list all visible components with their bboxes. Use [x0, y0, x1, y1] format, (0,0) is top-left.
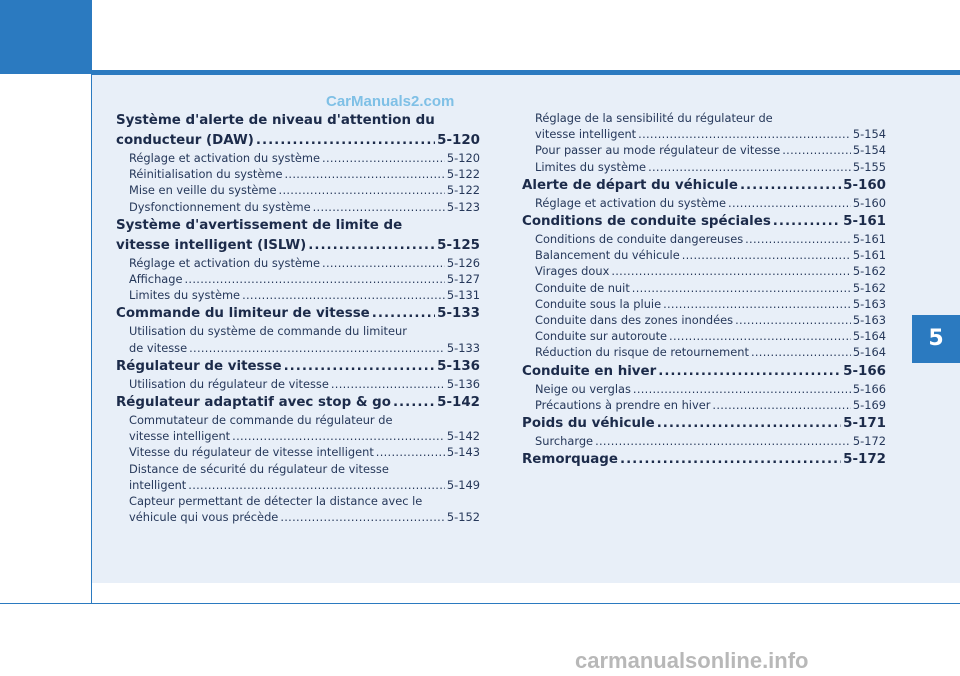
- toc-page-number: 5-160: [843, 177, 886, 193]
- toc-entry-title: Conduite en hiver: [522, 363, 657, 379]
- toc-entry[interactable]: [522, 433, 886, 449]
- toc-entry[interactable]: [522, 142, 886, 158]
- toc-section-heading: [116, 217, 480, 235]
- toc-page-number: 5-164: [852, 329, 886, 344]
- toc-page-number: 5-142: [446, 429, 480, 444]
- dot-leader: [728, 195, 851, 211]
- toc-page-number: 5-163: [852, 296, 886, 311]
- toc-entry: [116, 493, 480, 509]
- toc-section-heading[interactable]: [522, 415, 886, 433]
- dot-leader: [740, 177, 841, 195]
- toc-entry[interactable]: [116, 150, 480, 166]
- toc-entry[interactable]: [522, 381, 886, 397]
- corner-block: [0, 0, 92, 74]
- toc-entry[interactable]: [116, 255, 480, 271]
- toc-page-number: 5-154: [852, 143, 886, 158]
- toc-section-heading[interactable]: [116, 237, 480, 255]
- toc-entry-title: Alerte de départ du véhicule: [522, 177, 738, 193]
- toc-entry-title: Limites du système: [129, 288, 241, 303]
- toc-entry-title: Réglage et activation du système: [129, 151, 321, 165]
- dot-leader: [657, 415, 841, 433]
- toc-column-left: [116, 110, 480, 525]
- toc-page-number: 5-120: [446, 151, 480, 165]
- toc-entry-title: Réglage de la sensibilité du régulateur de: [535, 111, 773, 125]
- dot-leader: [313, 199, 445, 215]
- dot-leader: [256, 132, 435, 150]
- toc-entry-title: Conduite dans des zones inondées: [535, 313, 734, 328]
- toc-entry: [522, 110, 886, 126]
- toc-entry-title: Conditions de conduite dangereuses: [535, 232, 744, 247]
- toc-page-number: 5-164: [852, 345, 886, 360]
- toc-entry-title: Précautions à prendre en hiver: [535, 397, 711, 412]
- toc-section-heading[interactable]: [522, 363, 886, 381]
- toc-entry[interactable]: [116, 271, 480, 287]
- dot-leader: [308, 237, 435, 255]
- toc-page-number: 5-125: [437, 237, 480, 253]
- watermark-top: CarManuals2.com: [326, 93, 455, 110]
- toc-entry[interactable]: [522, 280, 886, 296]
- dot-leader: [322, 255, 445, 271]
- dot-leader: [773, 213, 841, 231]
- toc-entry-title: Neige ou verglas: [535, 381, 631, 396]
- toc-entry[interactable]: [522, 195, 886, 211]
- toc-entry-title: Vitesse du régulateur de vitesse intelligent: [129, 445, 374, 460]
- toc-page-number: 5-172: [852, 434, 886, 449]
- toc-entry[interactable]: [116, 376, 480, 392]
- toc-entry-title: Surcharge: [535, 434, 594, 449]
- toc-page-number: 5-123: [446, 199, 480, 214]
- toc-entry[interactable]: [522, 231, 886, 247]
- toc-page-number: 5-136: [437, 358, 480, 374]
- dot-leader: [232, 428, 445, 444]
- dot-leader: [735, 312, 851, 328]
- toc-entry[interactable]: [522, 397, 886, 413]
- toc-entry[interactable]: [522, 159, 886, 175]
- toc-page-number: 5-149: [446, 477, 480, 492]
- toc-entry-title: Commutateur de commande du régulateur de: [129, 413, 393, 428]
- toc-entry-title: Utilisation du régulateur de vitesse: [129, 376, 329, 391]
- toc-page-number: 5-160: [852, 195, 886, 210]
- dot-leader: [280, 509, 445, 525]
- toc-entry[interactable]: [522, 328, 886, 344]
- toc-entry-title: Réinitialisation du système: [129, 167, 283, 182]
- watermark-bottom: carmanualsonline.info: [575, 648, 809, 673]
- toc-page-number: 5-169: [852, 397, 886, 412]
- toc-entry-title: Conduite sur autoroute: [535, 329, 668, 344]
- dot-leader: [658, 363, 841, 381]
- toc-entry[interactable]: [116, 182, 480, 198]
- toc-entry-title: Pour passer au mode régulateur de vitesse: [535, 143, 781, 158]
- toc-entry[interactable]: [116, 509, 480, 525]
- toc-entry[interactable]: [116, 199, 480, 215]
- toc-entry[interactable]: [116, 166, 480, 182]
- dot-leader: [188, 477, 445, 493]
- toc-page-number: 5-120: [437, 133, 480, 148]
- toc-page-number: 5-122: [446, 183, 480, 198]
- toc-page-number: 5-136: [446, 376, 480, 391]
- dot-leader: [745, 231, 851, 247]
- toc-entry-title: Virages doux: [535, 264, 610, 279]
- toc-entry-title: Remorquage: [522, 452, 618, 468]
- toc-page-number: 5-133: [437, 306, 480, 322]
- toc-page-number: 5-131: [446, 288, 480, 303]
- toc-entry[interactable]: [522, 126, 886, 142]
- toc-page-number: 5-122: [446, 167, 480, 182]
- toc-section-heading[interactable]: [522, 451, 886, 469]
- toc-section-heading[interactable]: [116, 358, 480, 376]
- toc-entry[interactable]: [522, 263, 886, 279]
- toc-entry-title: Limites du système: [535, 159, 647, 174]
- dot-leader: [633, 381, 851, 397]
- dot-leader: [611, 263, 851, 279]
- toc-entry-title: intelligent: [129, 477, 187, 492]
- chapter-tab[interactable]: 5: [912, 315, 960, 363]
- toc-entry[interactable]: [522, 344, 886, 360]
- toc-entry-title: Mise en veille du système: [129, 183, 277, 198]
- toc-page-number: 5-162: [852, 280, 886, 295]
- toc-page-number: 5-166: [843, 363, 886, 379]
- toc-entry[interactable]: [116, 428, 480, 444]
- toc-section-heading[interactable]: [116, 132, 480, 150]
- toc-page-number: 5-162: [852, 264, 886, 279]
- toc-section-heading[interactable]: [116, 305, 480, 323]
- toc-page-number: 5-163: [852, 313, 886, 328]
- dot-leader: [185, 271, 445, 287]
- toc-page-number: 5-172: [843, 452, 886, 468]
- toc-entry-title: Système d'avertissement de limite de: [116, 217, 403, 233]
- dot-leader: [782, 142, 851, 158]
- dot-leader: [712, 397, 850, 413]
- dot-leader: [322, 150, 445, 166]
- toc-entry-title: Réduction du risque de retournement: [535, 345, 749, 360]
- toc-entry: [116, 412, 480, 428]
- dot-leader: [638, 126, 851, 142]
- toc-page-number: 5-166: [852, 381, 886, 396]
- toc-page-number: 5-155: [852, 159, 886, 174]
- toc-entry-title: Conditions de conduite spéciales: [522, 214, 771, 230]
- toc-page-number: 5-133: [446, 340, 480, 355]
- toc-column-right: [522, 110, 886, 469]
- toc-entry[interactable]: [116, 477, 480, 493]
- toc-page-number: 5-126: [446, 255, 480, 270]
- toc-entry[interactable]: [116, 340, 480, 356]
- dot-leader: [648, 159, 851, 175]
- toc-entry-title: Conduite de nuit: [535, 280, 630, 295]
- toc-page-number: 5-152: [446, 510, 480, 525]
- toc-entry[interactable]: [522, 247, 886, 263]
- toc-page-number: 5-161: [843, 214, 886, 230]
- dot-leader: [372, 305, 435, 323]
- toc-entry-title: conducteur (DAW): [116, 133, 254, 148]
- dot-leader: [331, 376, 445, 392]
- margin-rule: [91, 74, 92, 604]
- toc-entry[interactable]: [116, 444, 480, 460]
- toc-section-heading[interactable]: [522, 177, 886, 195]
- toc-entry: [116, 461, 480, 477]
- toc-entry-title: vitesse intelligent: [129, 429, 231, 444]
- toc-entry[interactable]: [522, 312, 886, 328]
- toc-section-heading[interactable]: [522, 213, 886, 231]
- toc-section-heading[interactable]: [116, 394, 480, 412]
- dot-leader: [279, 182, 445, 198]
- toc-entry-title: Distance de sécurité du régulateur de vitesse: [129, 461, 389, 476]
- toc-page-number: 5-154: [852, 127, 886, 142]
- dot-leader: [663, 296, 851, 312]
- dot-leader: [285, 166, 445, 182]
- dot-leader: [751, 344, 851, 360]
- toc-page-number: 5-161: [852, 232, 886, 247]
- toc-entry-title: Réglage et activation du système: [129, 255, 321, 270]
- toc-entry-title: Régulateur adaptatif avec stop & go: [116, 395, 391, 411]
- dot-leader: [682, 247, 851, 263]
- dot-leader: [284, 358, 436, 376]
- toc-entry[interactable]: [522, 296, 886, 312]
- dot-leader: [242, 287, 445, 303]
- dot-leader: [393, 394, 435, 412]
- toc-entry-title: Commande du limiteur de vitesse: [116, 306, 370, 322]
- dot-leader: [632, 280, 851, 296]
- toc-entry-title: Système d'alerte de niveau d'attention du: [116, 113, 435, 128]
- toc-section-heading: [116, 112, 480, 130]
- toc-page-number: 5-142: [437, 395, 480, 411]
- toc-entry-title: de vitesse: [129, 340, 188, 355]
- toc-entry-title: vitesse intelligent: [535, 127, 637, 142]
- toc-entry-title: Affichage: [129, 272, 183, 287]
- toc-entry-title: vitesse intelligent (ISLW): [116, 237, 307, 253]
- toc-entry-title: Capteur permettant de détecter la distance avec le: [129, 494, 423, 509]
- toc-entry-title: Conduite sous la pluie: [535, 296, 662, 311]
- toc-entry-title: Utilisation du système de commande du limiteur: [129, 324, 407, 339]
- toc-entry-title: Réglage et activation du système: [535, 195, 727, 210]
- dot-leader: [189, 340, 445, 356]
- toc-page-number: 5-143: [446, 445, 480, 460]
- dot-leader: [620, 451, 841, 469]
- dot-leader: [376, 444, 445, 460]
- toc-page-number: 5-127: [446, 272, 480, 287]
- toc-entry-title: Poids du véhicule: [522, 416, 655, 432]
- dot-leader: [669, 328, 851, 344]
- toc-entry-title: Balancement du véhicule: [535, 248, 680, 263]
- toc-entry[interactable]: [116, 287, 480, 303]
- toc-page-number: 5-161: [852, 248, 886, 263]
- toc-entry-title: véhicule qui vous précède: [129, 510, 279, 525]
- toc-entry-title: Régulateur de vitesse: [116, 358, 282, 374]
- dot-leader: [595, 433, 851, 449]
- toc-page-number: 5-171: [843, 416, 886, 432]
- toc-entry-title: Dysfonctionnement du système: [129, 199, 311, 214]
- footer-rule: [0, 603, 960, 604]
- toc-entry: [116, 323, 480, 339]
